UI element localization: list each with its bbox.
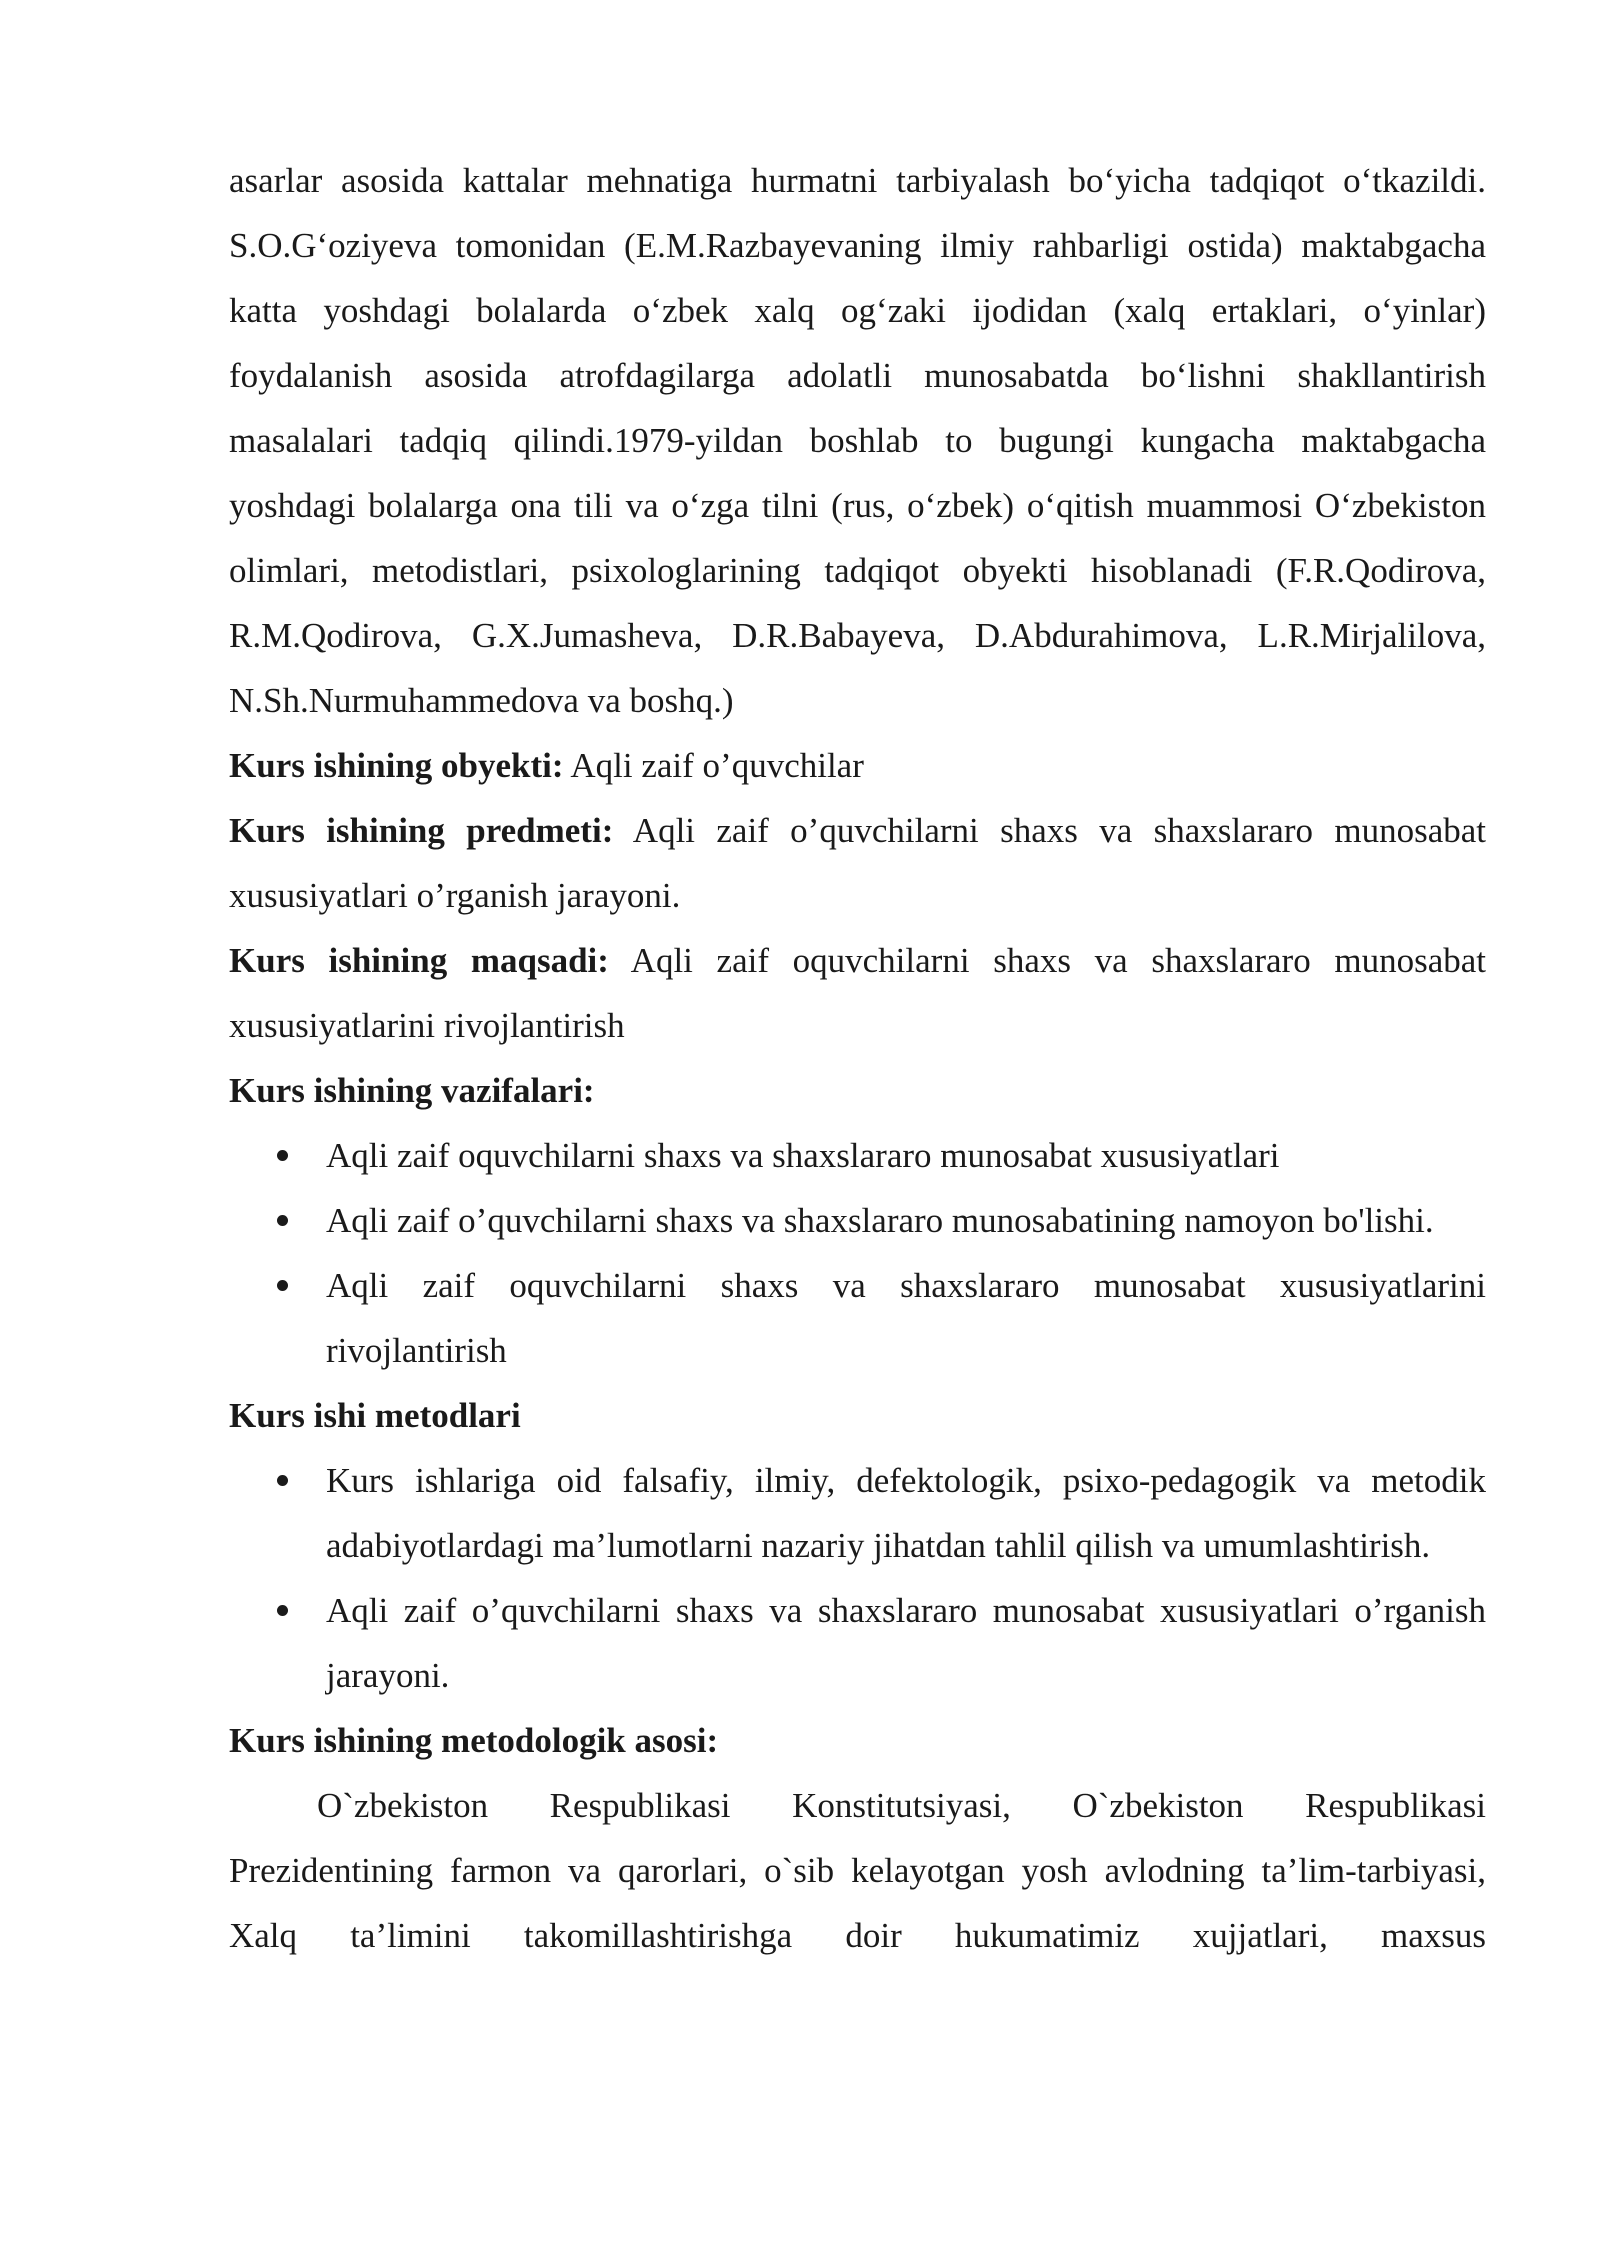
methods-heading: Kurs ishi metodlari — [229, 1396, 521, 1435]
list-item: Aqli zaif o’quvchilarni shaxs va shaxslararo munosabatining namoyon bo'lishi. — [229, 1188, 1486, 1253]
subject-label: Kurs ishining predmeti: — [229, 811, 614, 850]
tasks-list — [229, 1123, 1486, 1383]
list-item: Aqli zaif o’quvchilarni shaxs va shaxslararo munosabat xususiyatlari o’rganish jarayoni. — [229, 1578, 1486, 1708]
intro-paragraph: asarlar asosida kattalar mehnatiga hurmatni tarbiyalash bo‘yicha tadqiqot o‘tkazildi. S.O.G‘oziyeva tomonidan (E.M.Razbayevaning ilmiy rahbarligi ostida) maktabgacha katta yoshdagi bolalarda o‘zbek xalq og‘zaki ijodidan (xalq ertaklari, o‘yinlar) foydalanish asosida atrofdagilarga adolatli munosabatda bo‘lishni shakllantirish masalalari tadqiq qilindi.1979-yildan boshlab to bugungi kungacha maktabgacha yoshdagi bolalarga ona tili va o‘zga tilni (rus, o‘zbek) o‘qitish muammosi O‘zbekiston olimlari, metodistlari, psixologlarining tadqiqot obyekti hisoblanadi (F.R.Qodirova, R.M.Qodirova, G.X.Jumasheva, D.R.Babayeva, D.Abdurahimova, L.R.Mirjalilova, N.Sh.Nurmuhammedova va boshq.) — [229, 161, 1486, 720]
object-paragraph — [229, 733, 1486, 798]
subject-text: Aqli zaif o’quvchilarni shaxs va shaxslararo munosabat xususiyatlari o’rganish jarayoni. — [229, 811, 1486, 915]
object-text: Aqli zaif o’quvchilar — [563, 746, 864, 785]
goal-text: Aqli zaif oquvchilarni shaxs va shaxslararo munosabat xususiyatlarini rivojlantirish — [229, 941, 1486, 1045]
list-item: Aqli zaif oquvchilarni shaxs va shaxslararo munosabat xususiyatlari — [229, 1123, 1486, 1188]
object-label: Kurs ishining obyekti: — [229, 746, 564, 785]
tasks-heading: Kurs ishining vazifalari: — [229, 1071, 595, 1110]
list-item: Aqli zaif oquvchilarni shaxs va shaxslararo munosabat xususiyatlarini rivojlantirish — [229, 1253, 1486, 1383]
subject-paragraph — [229, 798, 1486, 928]
document-body — [229, 148, 1486, 1968]
goal-label: Kurs ishining maqsadi: — [229, 941, 609, 980]
methodology-heading: Kurs ishining metodologik asosi: — [229, 1721, 719, 1760]
goal-paragraph — [229, 928, 1486, 1058]
methodology-paragraph: O`zbekiston Respublikasi Konstitutsiyasi, O`zbekiston Respublikasi Prezidentining farmon va qarorlari, o`sib kelayotgan yosh avlodning ta’lim-tarbiyasi, Xalq ta’limini takomillashtirishga doir hukumatimiz xujjatlari, maxsus — [229, 1786, 1486, 1955]
list-item: Kurs ishlariga oid falsafiy, ilmiy, defektologik, psixo-pedagogik va metodik adabiyotlardagi ma’lumotlarni nazariy jihatdan tahlil qilish va umumlashtirish. — [229, 1448, 1486, 1578]
methods-list — [229, 1448, 1486, 1708]
